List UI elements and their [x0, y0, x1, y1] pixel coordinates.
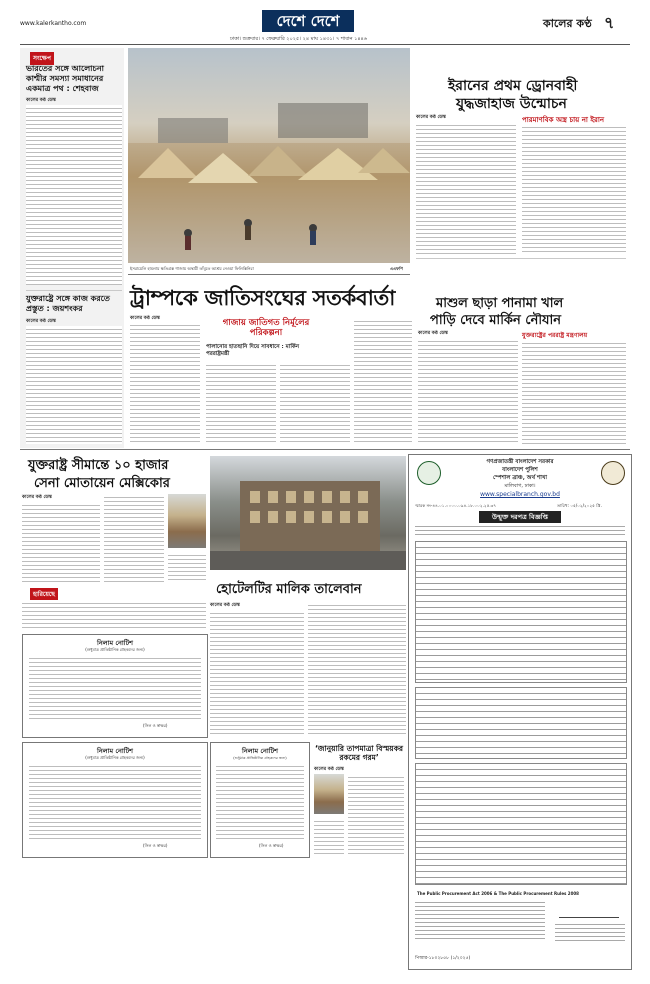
lead-headline: ট্রাম্পকে জাতিসংঘের সতর্কবার্তা [130, 286, 396, 310]
panama-body-col-1 [418, 338, 518, 444]
gov-ad-pid: পিআর-১৮০২৮৫৮ (১/২০২৫) [415, 956, 471, 961]
panama-headline-2: পাড়ি দেবে মার্কিন নৌযান [430, 313, 562, 328]
lead-body-col-3 [280, 362, 350, 444]
sidebar-story-2-title: যুক্তরাষ্ট্রে সঙ্গে কাজ করতে প্রস্তুত : জয়শংকর [26, 294, 110, 313]
panama-subhead: যুক্তরাষ্ট্রের পররাষ্ট্র মন্ত্রণালয় [522, 332, 588, 339]
small-story-headline: ‘জানুয়ারি তাপমাত্রা বিস্ময়কর রকমের গরম’ [314, 744, 404, 762]
small-story-body-1 [348, 774, 404, 856]
mexico-body-col-1 [22, 502, 100, 582]
notice-1-foot: (সিল ও স্বাক্ষর) [143, 723, 168, 728]
notice-3-title: নিলাম নোটিশ [242, 747, 278, 755]
sidebar-divider [26, 290, 122, 291]
hotel-headline: হোটেলটির মালিক তালেবান [216, 582, 362, 597]
lead-body-col-1 [130, 322, 200, 444]
gov-line-4: মালিবাগ, ঢাকা। [504, 483, 536, 489]
gov-ad-title: উন্মুক্ত দরপত্র বিজ্ঞপ্তি [479, 511, 561, 524]
notice-3-sub: (শুধুমাত্র প্রাতিষ্ঠানিক গ্রাহকদের জন্য) [233, 756, 287, 760]
notice-2-foot: (সিল ও স্বাক্ষর) [143, 843, 168, 848]
gov-website-link[interactable]: www.specialbranch.gov.bd [480, 491, 560, 498]
small-story-body-2 [314, 818, 344, 856]
dateline: ঢাকা। শুক্রবার। ৭ ফেব্রুয়ারি ২০২৫। ২৪ মাঘ ১৪৩১। ৭ শাবান ১৪৪৬ [230, 36, 368, 42]
notice-3-foot: (সিল ও স্বাক্ষর) [259, 843, 284, 848]
gov-date: তারিখ: ০৫/০২/২০২৫ খ্রি. [557, 503, 602, 508]
lead-top-rule [128, 274, 410, 275]
mexico-body-col-3 [168, 552, 206, 582]
hotel-body-col-2 [308, 602, 406, 736]
gov-line-2: বাংলাদেশ পুলিশ [502, 467, 538, 473]
lead-photo [128, 48, 410, 263]
paper-logo: কালের কণ্ঠ [543, 17, 592, 30]
iran-body-col-1 [416, 122, 516, 254]
auction-notice-1 [22, 634, 208, 738]
gov-line-3: স্পেশাল ব্রাঞ্চ, অর্থ শাখা [492, 475, 547, 481]
hotel-body-col-1 [210, 610, 304, 736]
site-url[interactable]: www.kalerkantho.com [20, 20, 87, 27]
lead-photo-credit: এএফপি [390, 266, 403, 271]
panama-body-col-2 [522, 340, 626, 444]
mexico-photo [168, 494, 206, 548]
iran-headline-2: যুদ্ধজাহাজ উন্মোচন [456, 96, 567, 112]
lead-byline: কালের কণ্ঠ ডেস্ক [130, 316, 160, 321]
gov-ad-terms [415, 899, 545, 939]
notice-1-sub: (শুধুমাত্র প্রাতিষ্ঠানিক গ্রাহকদের জন্য) [85, 647, 145, 652]
iran-divider [416, 258, 626, 259]
missing-label: হারিয়েছে [30, 588, 58, 601]
signatory-block [555, 921, 625, 941]
panama-headline-1: মাশুল ছাড়া পানামা খাল [436, 296, 564, 311]
sidebar-label: সংক্ষেপ [30, 52, 54, 65]
gov-ad-act: The Public Procurement Act 2006 & The Public Procurement Rules 2008 [417, 891, 579, 896]
panama-byline: কালের কণ্ঠ ডেস্ক [418, 331, 448, 336]
signature [559, 903, 619, 918]
missing-body [22, 600, 206, 628]
iran-byline: কালের কণ্ঠ ডেস্ক [416, 115, 446, 120]
lead-photo-caption: ইসরায়েলি হামলায় ক্ষতিগ্রস্ত গাজায় অস্থায়ী তাঁবুতে আশ্রয় নেওয়া ফিলিস্তিনিরা [130, 266, 254, 271]
iran-subhead: পারমাণবিক অস্ত্র চায় না ইরান [522, 116, 605, 124]
mexico-headline-2: সেনা মোতায়েন মেক্সিকোর [34, 476, 170, 491]
gov-line-1: গণপ্রজাতন্ত্রী বাংলাদেশ সরকার [486, 459, 554, 465]
sidebar-story-1-byline: কালের কণ্ঠ ডেস্ক [26, 98, 56, 103]
notice-3-body [216, 763, 304, 841]
sidebar-story-2-body [26, 326, 122, 444]
hotel-photo [210, 456, 406, 570]
notice-2-body [29, 763, 201, 841]
iran-body-col-2 [522, 124, 626, 254]
gov-ad-table-3 [415, 763, 627, 885]
small-story-byline: কালের কণ্ঠ ডেস্ক [314, 767, 344, 772]
lead-body-col-4 [354, 318, 412, 444]
auction-notice-2 [22, 742, 208, 858]
auction-notice-3 [210, 742, 310, 858]
mid-page-rule [20, 449, 630, 450]
section-banner: দেশে দেশে [262, 10, 354, 32]
tent-camp-image [128, 48, 410, 263]
notice-1-title: নিলাম নোটিশ [97, 639, 133, 647]
lead-body-col-2 [206, 362, 276, 444]
gov-tender-ad [408, 454, 632, 970]
notice-1-body [29, 655, 201, 721]
gov-memo: স্মারক নং-৪৪.০১.০০০০.০৯৪.১৮.০০২.২৫.৩৭ [415, 503, 497, 508]
notice-2-sub: (শুধুমাত্র প্রাতিষ্ঠানিক গ্রাহকদের জন্য) [85, 755, 145, 760]
small-story-photo [314, 774, 344, 814]
lead-subhead: গাজায় জাতিগত নির্মূলের পরিকল্পনা [222, 318, 310, 338]
sidebar-story-1-body [26, 105, 122, 285]
gov-ad-table-2 [415, 687, 627, 759]
sidebar-story-2-byline: কালের কণ্ঠ ডেস্ক [26, 319, 56, 324]
notice-2-title: নিলাম নোটিশ [97, 747, 133, 755]
gov-ad-intro [415, 523, 625, 537]
hotel-building-image [210, 456, 406, 570]
iran-headline-1: ইরানের প্রথম ড্রোনবাহী [448, 78, 578, 94]
sidebar-story-1-title: ভারতের সঙ্গে আলোচনা কাশ্মীর সমস্যা সমাধানের একমাত্র পথ : শেহবাজ [26, 64, 104, 93]
mexico-byline: কালের কণ্ঠ ডেস্ক [22, 495, 52, 500]
gov-ad-table-1 [415, 541, 627, 683]
hotel-byline: কালের কণ্ঠ ডেস্ক [210, 603, 240, 608]
mexico-headline-1: যুক্তরাষ্ট্র সীমান্তে ১০ হাজার [28, 458, 169, 473]
mexico-body-col-2 [104, 494, 164, 582]
lead-pullquote: পালানোর হাতছানি দিয়ে সাবধানে : মার্কিন পররাষ্ট্রমন্ত্রী [206, 344, 300, 357]
masthead-rule [20, 44, 630, 45]
page-number: ৭ [604, 13, 615, 32]
